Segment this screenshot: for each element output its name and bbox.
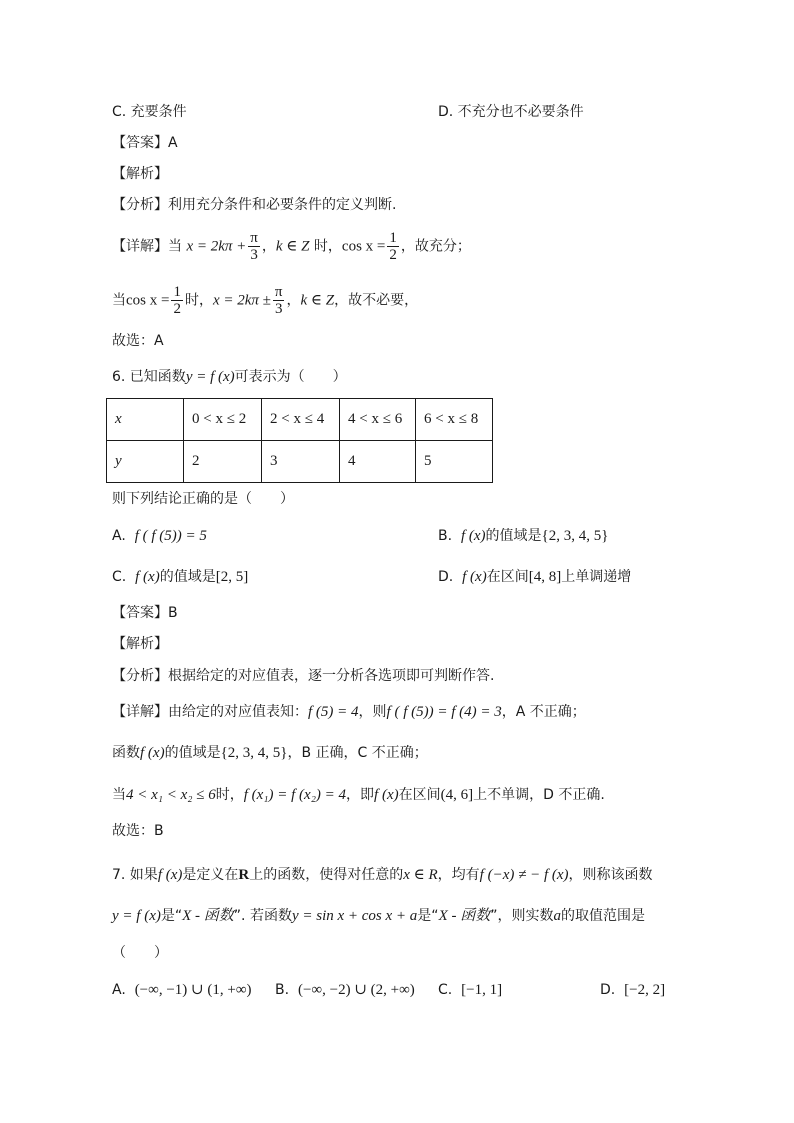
text: （ ）: [112, 945, 168, 961]
q5-jiexi: [112, 164, 168, 184]
math-expr: (−∞, −1) ∪ (1, +∞): [134, 982, 252, 998]
frac-num: 1: [173, 284, 181, 300]
text: 函数: [112, 745, 140, 761]
math-expr: f (x₁) = f (x₂) = 4: [243, 787, 347, 803]
q7-option-d: [600, 980, 665, 1000]
q5-option-d-text: D. 不充分也不必要条件: [438, 104, 584, 120]
q7-option-c: [438, 980, 502, 1000]
q6-option-a: [112, 526, 207, 546]
text: ，B 正确，C 不正确；: [287, 745, 428, 761]
text: 7. 如果: [112, 867, 158, 883]
q7-option-b: [275, 980, 415, 1000]
table-row-y: [107, 441, 493, 483]
q6-option-c: [112, 567, 248, 587]
q5-xiangjie-line2: [112, 284, 418, 317]
math-expr: y = f (x): [112, 908, 161, 924]
text: 是“: [417, 908, 439, 924]
frac-den: 2: [173, 301, 181, 317]
text: 则下列结论正确的是（ ）: [112, 491, 294, 507]
math-expr: (−∞, −2) ∪ (2, +∞): [297, 982, 415, 998]
q6-stem: [112, 367, 347, 387]
math-expr: f ( f (5)) = f (4) = 3: [386, 704, 502, 720]
q6-option-b: [438, 526, 608, 546]
text: 在区间: [398, 787, 441, 803]
math-set: (4, 6]: [440, 787, 474, 803]
text: ”. 若函数: [233, 908, 292, 924]
q5-xiangjie-line1: [112, 230, 471, 263]
fraction-1-2: [171, 284, 183, 317]
text: 在区间: [486, 569, 529, 585]
math-fx: f (x): [374, 787, 399, 803]
table-cell: 6 < x ≤ 8: [416, 399, 493, 441]
q7-stem-line1: [112, 865, 653, 885]
option-label: B.: [275, 982, 290, 998]
text: 的值域是: [159, 569, 216, 585]
jiexi-tag: 【解析】: [112, 166, 168, 182]
math-expr: X - 函数: [438, 908, 491, 924]
guxuan-text: 故选：B: [112, 823, 164, 839]
table-cell: 2: [184, 441, 262, 483]
math-set: [4, 8]: [528, 569, 562, 585]
guxuan-text: 故选：A: [112, 333, 164, 349]
q6-answer: [112, 603, 178, 623]
option-label: A.: [112, 528, 126, 544]
q6-xiangjie-line2: [112, 743, 428, 763]
text: 的值域是: [164, 745, 221, 761]
text: 当: [112, 292, 126, 309]
q5-answer: [112, 133, 178, 153]
q7-option-a: [112, 980, 252, 1000]
text: ，则称该函数: [568, 867, 653, 883]
q5-fenxi: [112, 195, 396, 215]
frac-den: 2: [389, 247, 397, 263]
math-cond: k ∈ Z: [275, 238, 310, 255]
math-fx: f (x): [460, 528, 486, 544]
text: 由给定的对应值表知：: [168, 704, 308, 720]
text: 上不单调，D 不正确.: [473, 787, 605, 803]
table-cell: 0 < x ≤ 2: [184, 399, 262, 441]
frac-den: 3: [250, 247, 258, 263]
math-var: a: [553, 908, 561, 924]
q7-stem-line3: [112, 943, 168, 963]
math-cos: cos x =: [341, 238, 386, 255]
math-fx: f (x): [462, 569, 487, 585]
math-expr: [−2, 2]: [624, 982, 666, 998]
text: 当: [168, 238, 187, 255]
option-label: B.: [438, 528, 453, 544]
math-expr: f (5) = 4: [308, 704, 359, 720]
table-cell: 5: [416, 441, 493, 483]
math-set: [2, 5]: [215, 569, 249, 585]
text: ”，则实数: [490, 908, 554, 924]
math-expr: f ( f (5)) = 5: [134, 528, 207, 544]
table-cell: 2 < x ≤ 4: [262, 399, 340, 441]
frac-den: 3: [274, 301, 283, 317]
text: 的值域是: [485, 528, 542, 544]
answer-tag: 【答案】: [112, 605, 168, 621]
q5-guxuan: [112, 331, 164, 351]
answer-tag: 【答案】: [112, 135, 168, 151]
option-label: A.: [112, 982, 126, 998]
q7-stem-line2: [112, 906, 645, 926]
math-expr: 4 < x₁ < x₂ ≤ 6: [126, 787, 216, 803]
xiangjie-tag: 【详解】: [112, 238, 168, 255]
fenxi-tag: 【分析】: [112, 197, 168, 213]
frac-num: 1: [389, 230, 397, 246]
text: 可表示为（ ）: [234, 369, 347, 385]
table-cell: y: [107, 441, 184, 483]
math-set: {2, 3, 4, 5}: [220, 745, 288, 761]
text: ，: [286, 292, 301, 309]
text: 当: [112, 787, 126, 803]
option-label: D.: [600, 982, 616, 998]
table-cell: 4: [340, 441, 416, 483]
text: ，故不必要，: [334, 292, 419, 309]
math-expr: y = sin x + cos x + a: [291, 908, 418, 924]
xiangjie-tag: 【详解】: [112, 704, 168, 720]
option-label: D.: [438, 569, 454, 585]
math-expr: x = 2kπ +: [186, 238, 247, 255]
q5-option-c-text: C. 充要条件: [112, 104, 187, 120]
table-cell: 4 < x ≤ 6: [340, 399, 416, 441]
q6-fenxi: [112, 666, 494, 686]
text: ，A 不正确；: [501, 704, 586, 720]
math-R: R: [238, 867, 250, 883]
math-expr: x = 2kπ ±: [212, 292, 271, 309]
math-expr: f (−x) ≠ − f (x): [479, 867, 569, 883]
text: 6. 已知函数: [112, 369, 186, 385]
q6-question: [112, 489, 294, 509]
q6-xiangjie-line3: [112, 785, 605, 805]
text: 时，: [215, 787, 244, 803]
math-fx: f (x): [135, 569, 160, 585]
q6-jiexi: [112, 634, 168, 654]
frac-num: π: [274, 284, 283, 300]
jiexi-tag: 【解析】: [112, 636, 168, 652]
text: 的取值范围是: [561, 908, 645, 924]
fraction-pi-3: [248, 230, 260, 263]
option-label: C.: [438, 982, 453, 998]
text: ，: [261, 238, 276, 255]
fenxi-tag: 【分析】: [112, 668, 168, 684]
q5-option-c: [112, 102, 187, 122]
math-set: {2, 3, 4, 5}: [541, 528, 609, 544]
math-fx: f (x): [157, 867, 183, 883]
math-expr: x ∈ R: [403, 867, 438, 883]
frac-num: π: [250, 230, 258, 246]
text: 是“: [160, 908, 183, 924]
math-expr: [−1, 1]: [461, 982, 503, 998]
q5-option-d: [438, 102, 584, 122]
fraction-1-2: [387, 230, 399, 263]
answer-value: A: [168, 135, 178, 151]
answer-value: B: [168, 605, 178, 621]
text: 上的函数，使得对任意的: [249, 867, 404, 883]
text: ，均有: [437, 867, 480, 883]
math-fx: y = f (x): [185, 369, 235, 385]
math-cond: k ∈ Z: [300, 292, 335, 309]
math-fx: f (x): [140, 745, 165, 761]
text: ，故充分；: [400, 238, 471, 255]
fenxi-text: 利用充分条件和必要条件的定义判断.: [168, 197, 397, 213]
text: 上单调递增: [561, 569, 632, 585]
fenxi-text: 根据给定的对应值表，逐一分析各选项即可判断作答.: [168, 668, 495, 684]
math-expr: X - 函数: [182, 908, 234, 924]
table-cell: x: [107, 399, 184, 441]
text: 时，: [184, 292, 213, 309]
table-row-x: [107, 399, 493, 441]
text: ，则: [358, 704, 387, 720]
q6-guxuan: [112, 821, 164, 841]
text: 是定义在: [182, 867, 239, 883]
fraction-pi-3: [273, 284, 285, 317]
option-label: C.: [112, 569, 127, 585]
q6-xiangjie-line1: [112, 702, 586, 722]
text: 时，: [309, 238, 342, 255]
q6-option-d: [438, 567, 631, 587]
table-cell: 3: [262, 441, 340, 483]
text: ，即: [346, 787, 375, 803]
value-table: [106, 398, 493, 483]
math-cos: cos x =: [126, 292, 170, 309]
